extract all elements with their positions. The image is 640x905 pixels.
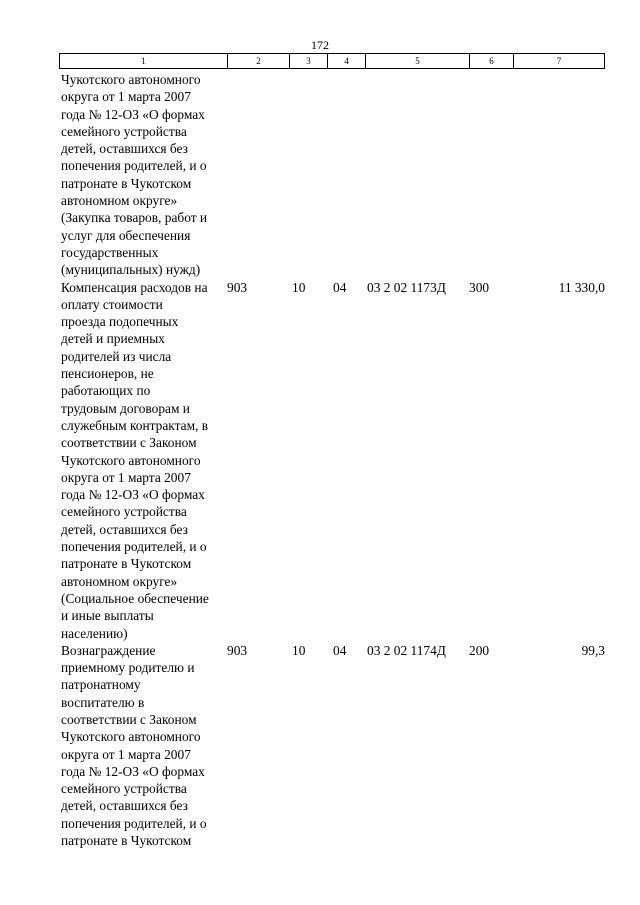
row-expense-type: 300 — [469, 279, 490, 295]
row-section-code: 10 — [292, 279, 306, 295]
column-header-4: 4 — [328, 54, 366, 69]
table-row — [61, 642, 606, 850]
table-row — [61, 279, 606, 642]
column-header-row — [60, 54, 605, 69]
table-row — [61, 71, 606, 279]
row-target-article: 03 2 02 1174Д — [367, 642, 446, 658]
row-amount: 99,3 — [581, 642, 605, 658]
row-subsection-code: 04 — [333, 279, 347, 295]
row-amount: 11 330,0 — [558, 279, 605, 295]
column-header-5: 5 — [366, 54, 470, 69]
page-number: 172 — [311, 38, 329, 52]
column-header-7: 7 — [514, 54, 605, 69]
row-expense-type: 200 — [469, 642, 490, 658]
row-name: Компенсация расходов на оплату стоимости проезда подопечных детей и приемных родителей из числа пенсионеров, не работающих по трудовым договорам и служебным контрактам, в соответствии с Законом Чукотского автономного округа от 1 марта 2007 года № 12-ОЗ «О формах семейного устройства детей, оставшихся без попечения родителей, и о патронате в Чукотском автономном округе» (Социальное обеспечение и иные выплаты населению) — [61, 279, 209, 641]
column-header-6: 6 — [470, 54, 514, 69]
column-header-3: 3 — [290, 54, 328, 69]
table-body — [61, 71, 606, 849]
row-name: Вознаграждение приемному родителю и патронатному воспитателю в соответствии с Законом Чукотского автономного округа от 1 марта 2007 года № 12-ОЗ «О формах семейного устройства детей, оставшихся без попечения родителей, и о патронате в Чукотском — [61, 642, 207, 849]
row-section-code: 10 — [292, 642, 306, 658]
row-target-article: 03 2 02 1173Д — [367, 279, 446, 295]
column-header-table — [59, 53, 605, 69]
row-name: Чукотского автономного округа от 1 марта 2007 года № 12-ОЗ «О формах семейного устройства детей, оставшихся без попечения родителей, и о патронате в Чукотском автономном округе» (Закупка товаров, работ и услуг для обеспечения государственных (муниципальных) нужд) — [61, 72, 208, 278]
row-ministry-code: 903 — [227, 279, 248, 295]
column-header-2: 2 — [228, 54, 290, 69]
row-ministry-code: 903 — [227, 642, 248, 658]
row-subsection-code: 04 — [333, 642, 347, 658]
column-header-1: 1 — [60, 54, 228, 69]
